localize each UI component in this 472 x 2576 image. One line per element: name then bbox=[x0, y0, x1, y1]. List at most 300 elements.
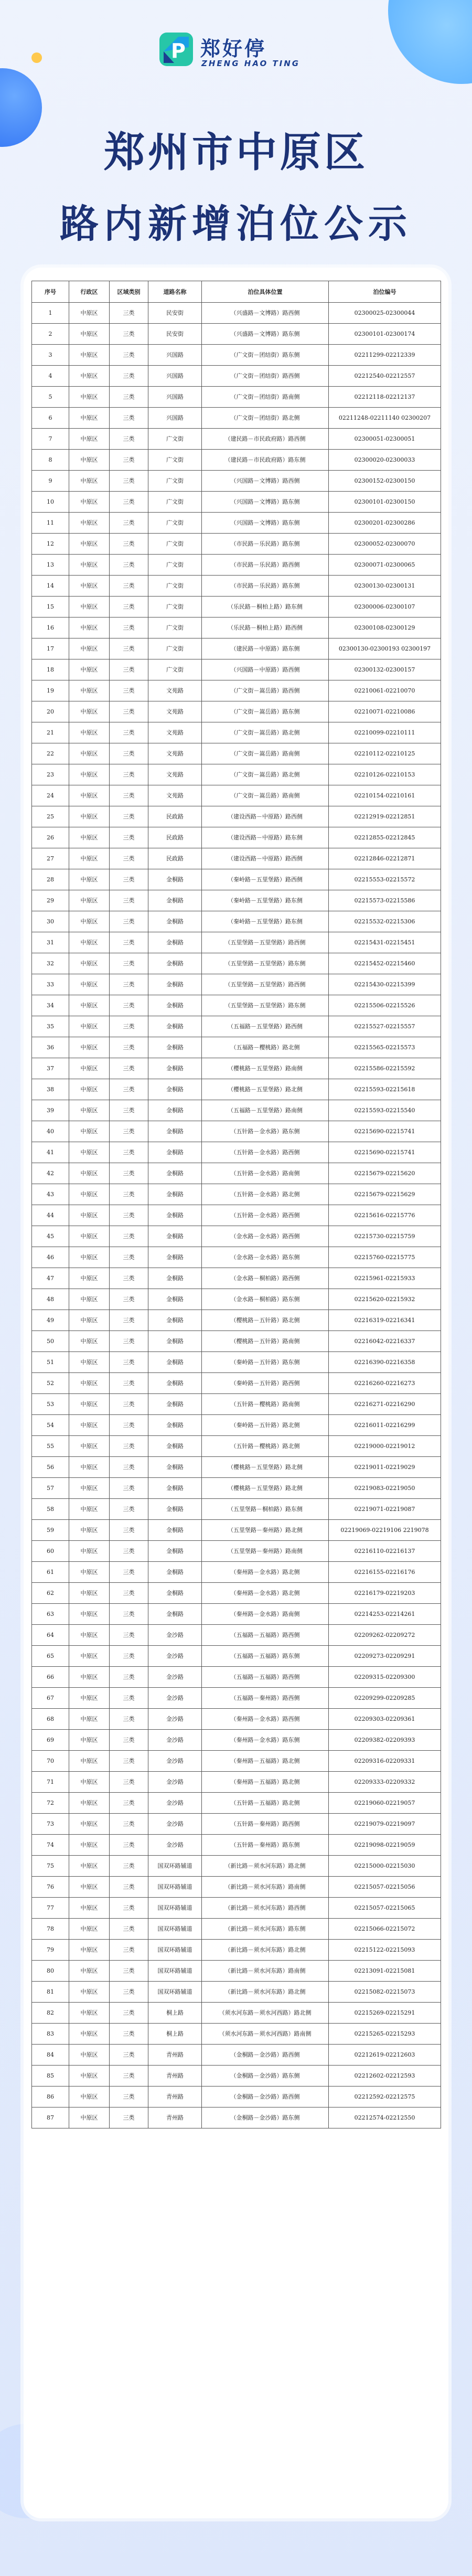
table-cell: 三类 bbox=[110, 2066, 148, 2087]
table-row bbox=[32, 764, 441, 785]
table-cell: 35 bbox=[32, 1016, 69, 1037]
table-cell: 中原区 bbox=[69, 911, 110, 932]
table-cell: （金水路－金水路）路东侧 bbox=[202, 1247, 329, 1268]
table-cell: （秦岭路－五针路）路西侧 bbox=[202, 1373, 329, 1394]
table-cell: 28 bbox=[32, 869, 69, 890]
table-cell: 6 bbox=[32, 408, 69, 429]
table-cell: 02209299-02209285 bbox=[329, 1688, 441, 1709]
table-cell: （五针路－樱桃路）路北侧 bbox=[202, 1436, 329, 1457]
table-cell: （五针路－秦州路）路西侧 bbox=[202, 1814, 329, 1835]
table-cell: （兴盛路－文博路）路西侧 bbox=[202, 303, 329, 324]
table-cell: 中原区 bbox=[69, 1016, 110, 1037]
table-cell: 02215730-02215759 bbox=[329, 1226, 441, 1247]
table-cell: 金沙路 bbox=[148, 1793, 202, 1814]
table-cell: 三类 bbox=[110, 303, 148, 324]
table-cell: （五福路－樱桃路）路北侧 bbox=[202, 1037, 329, 1058]
table-cell: 三类 bbox=[110, 1856, 148, 1877]
table-cell: 三类 bbox=[110, 806, 148, 827]
table-cell: 中原区 bbox=[69, 1898, 110, 1919]
table-cell: 三类 bbox=[110, 2024, 148, 2045]
table-cell: 中原区 bbox=[69, 932, 110, 953]
table-cell: 三类 bbox=[110, 1163, 148, 1184]
table-cell: 中原区 bbox=[69, 1688, 110, 1709]
table-cell: 文苑路 bbox=[148, 785, 202, 806]
table-cell: 02216260-02216273 bbox=[329, 1373, 441, 1394]
table-row bbox=[32, 974, 441, 995]
table-row bbox=[32, 618, 441, 638]
table-cell: （五里堡路－五里堡路）路西侧 bbox=[202, 932, 329, 953]
table-row bbox=[32, 722, 441, 743]
table-cell: 02216110-02216137 bbox=[329, 1541, 441, 1562]
table-cell: 金桐路 bbox=[148, 1205, 202, 1226]
table-cell: 65 bbox=[32, 1646, 69, 1667]
table-cell: 40 bbox=[32, 1121, 69, 1142]
table-cell: 三类 bbox=[110, 1100, 148, 1121]
table-row bbox=[32, 2066, 441, 2087]
table-cell: 02210071-02210086 bbox=[329, 701, 441, 722]
table-cell: 金桐路 bbox=[148, 1583, 202, 1604]
table-cell: 中原区 bbox=[69, 785, 110, 806]
column-header: 道路名称 bbox=[148, 281, 202, 303]
table-cell: 68 bbox=[32, 1709, 69, 1730]
table-cell: 11 bbox=[32, 513, 69, 534]
table-cell: 桐上路 bbox=[148, 2024, 202, 2045]
table-row bbox=[32, 1562, 441, 1583]
table-cell: 民政路 bbox=[148, 806, 202, 827]
table-cell: 02212919-02212851 bbox=[329, 806, 441, 827]
table-cell: 中原区 bbox=[69, 1961, 110, 1982]
table-cell: （秦州路－五福路）路北侧 bbox=[202, 1751, 329, 1772]
table-cell: 中原区 bbox=[69, 995, 110, 1016]
table-cell: （樱桃路－五里堡路）路北侧 bbox=[202, 1079, 329, 1100]
table-cell: 三类 bbox=[110, 1625, 148, 1646]
table-cell: （广文街－团结街）路西侧 bbox=[202, 366, 329, 387]
table-cell: 02212846-02212871 bbox=[329, 848, 441, 869]
table-cell: 中原区 bbox=[69, 387, 110, 408]
table-cell: 广文街 bbox=[148, 576, 202, 597]
table-cell: 三类 bbox=[110, 1394, 148, 1415]
table-cell: （广文街－嵩岳路）路北侧 bbox=[202, 764, 329, 785]
table-cell: 02300052-02300070 bbox=[329, 534, 441, 555]
table-cell: （新比路－须水河东路）路北侧 bbox=[202, 1982, 329, 2003]
table-cell: （兴国路－文博路）路东侧 bbox=[202, 513, 329, 534]
table-cell: 三类 bbox=[110, 534, 148, 555]
table-cell: 三类 bbox=[110, 1835, 148, 1856]
table-cell: 43 bbox=[32, 1184, 69, 1205]
table-cell: （五福路－秦州路）路西侧 bbox=[202, 1688, 329, 1709]
table-cell: 广文街 bbox=[148, 555, 202, 576]
table-cell: 50 bbox=[32, 1331, 69, 1352]
table-cell: （五里堡路－五里堡路）路东侧 bbox=[202, 953, 329, 974]
table-cell: 57 bbox=[32, 1478, 69, 1499]
table-cell: 金沙路 bbox=[148, 1814, 202, 1835]
table-row bbox=[32, 638, 441, 659]
table-cell: 02216390-02216358 bbox=[329, 1352, 441, 1373]
table-cell: 文苑路 bbox=[148, 743, 202, 764]
table-row bbox=[32, 743, 441, 764]
table-cell: 三类 bbox=[110, 1436, 148, 1457]
table-cell: 中原区 bbox=[69, 408, 110, 429]
table-cell: 民政路 bbox=[148, 827, 202, 848]
table-cell: 中原区 bbox=[69, 1268, 110, 1289]
table-cell: 02215122-02215093 bbox=[329, 1940, 441, 1961]
table-cell: 33 bbox=[32, 974, 69, 995]
table-cell: 15 bbox=[32, 597, 69, 618]
table-cell: 三类 bbox=[110, 2045, 148, 2066]
table-cell: 中原区 bbox=[69, 1373, 110, 1394]
table-cell: 国双环路辅道 bbox=[148, 1961, 202, 1982]
table-cell: 02219071-02219087 bbox=[329, 1499, 441, 1520]
table-cell: 中原区 bbox=[69, 890, 110, 911]
table-cell: 三类 bbox=[110, 1520, 148, 1541]
table-cell: 4 bbox=[32, 366, 69, 387]
table-cell: 中原区 bbox=[69, 471, 110, 492]
table-cell: （金桐路－金沙路）路西侧 bbox=[202, 2087, 329, 2107]
table-cell: 金沙路 bbox=[148, 1688, 202, 1709]
table-cell: 02210154-02210161 bbox=[329, 785, 441, 806]
table-row bbox=[32, 1373, 441, 1394]
table-row bbox=[32, 932, 441, 953]
table-row bbox=[32, 1856, 441, 1877]
table-cell: 02209303-02209361 bbox=[329, 1709, 441, 1730]
table-cell: 三类 bbox=[110, 1940, 148, 1961]
table-cell: 三类 bbox=[110, 450, 148, 471]
table-cell: （樱桃路－五里堡路）路北侧 bbox=[202, 1457, 329, 1478]
table-cell: 国双环路辅道 bbox=[148, 1982, 202, 2003]
table-cell: （樱桃路－五针路）路南侧 bbox=[202, 1331, 329, 1352]
table-cell: 中原区 bbox=[69, 869, 110, 890]
table-cell: 61 bbox=[32, 1562, 69, 1583]
table-cell: （五针路－金水路）路西侧 bbox=[202, 1205, 329, 1226]
table-cell: 8 bbox=[32, 450, 69, 471]
table-row bbox=[32, 1226, 441, 1247]
table-cell: （新比路－须水河东路）路南侧 bbox=[202, 1877, 329, 1898]
table-cell: （秦岭路－五里堡路）路西侧 bbox=[202, 869, 329, 890]
table-cell: 三类 bbox=[110, 1898, 148, 1919]
table-cell: 金沙路 bbox=[148, 1772, 202, 1793]
table-cell: 金桐路 bbox=[148, 1142, 202, 1163]
table-row bbox=[32, 1982, 441, 2003]
table-cell: 中原区 bbox=[69, 534, 110, 555]
table-cell: 国双环路辅道 bbox=[148, 1919, 202, 1940]
table-cell: 中原区 bbox=[69, 1499, 110, 1520]
table-row bbox=[32, 429, 441, 450]
table-cell: 02300101-02300150 bbox=[329, 492, 441, 513]
table-row bbox=[32, 1142, 441, 1163]
table-cell: 国双环路辅道 bbox=[148, 1898, 202, 1919]
table-cell: 三类 bbox=[110, 1982, 148, 2003]
table-cell: 三类 bbox=[110, 1205, 148, 1226]
table-cell: 三类 bbox=[110, 1772, 148, 1793]
table-cell: 02219083-02219050 bbox=[329, 1478, 441, 1499]
table-cell: 02215679-02215620 bbox=[329, 1163, 441, 1184]
table-cell: 广文街 bbox=[148, 638, 202, 659]
table-cell: 金桐路 bbox=[148, 953, 202, 974]
table-cell: 中原区 bbox=[69, 1772, 110, 1793]
table-cell: （秦州路－金水路）路北侧 bbox=[202, 1583, 329, 1604]
table-cell: 三类 bbox=[110, 1730, 148, 1751]
parking-logo-icon bbox=[157, 30, 195, 68]
table-row bbox=[32, 1688, 441, 1709]
table-cell: 39 bbox=[32, 1100, 69, 1121]
table-cell: 中原区 bbox=[69, 1121, 110, 1142]
table-row bbox=[32, 806, 441, 827]
table-cell: 中原区 bbox=[69, 1604, 110, 1625]
table-cell: 17 bbox=[32, 638, 69, 659]
table-cell: （五里堡路－秦州路）路北侧 bbox=[202, 1520, 329, 1541]
table-cell: 民安街 bbox=[148, 303, 202, 324]
table-cell: 69 bbox=[32, 1730, 69, 1751]
table-row bbox=[32, 1772, 441, 1793]
table-cell: 三类 bbox=[110, 638, 148, 659]
table-row bbox=[32, 1289, 441, 1310]
table-cell: 三类 bbox=[110, 1079, 148, 1100]
table-cell: 02210061-02210070 bbox=[329, 680, 441, 701]
table-row bbox=[32, 345, 441, 366]
table-cell: 72 bbox=[32, 1793, 69, 1814]
table-cell: 34 bbox=[32, 995, 69, 1016]
table-cell: 中原区 bbox=[69, 1436, 110, 1457]
table-cell: 三类 bbox=[110, 1919, 148, 1940]
table-cell: （市民路－乐民路）路东侧 bbox=[202, 534, 329, 555]
table-cell: 02219098-02219059 bbox=[329, 1835, 441, 1856]
table-cell: 02215431-02215451 bbox=[329, 932, 441, 953]
table-cell: 02210099-02210111 bbox=[329, 722, 441, 743]
table-cell: 77 bbox=[32, 1898, 69, 1919]
table-cell: 中原区 bbox=[69, 1226, 110, 1247]
table-row bbox=[32, 1247, 441, 1268]
table-cell: 三类 bbox=[110, 1667, 148, 1688]
table-cell: 32 bbox=[32, 953, 69, 974]
table-cell: 三类 bbox=[110, 1310, 148, 1331]
table-cell: 三类 bbox=[110, 1793, 148, 1814]
table-cell: 金桐路 bbox=[148, 1289, 202, 1310]
table-row bbox=[32, 1583, 441, 1604]
table-cell: 广文街 bbox=[148, 534, 202, 555]
table-cell: 55 bbox=[32, 1436, 69, 1457]
table-row bbox=[32, 1667, 441, 1688]
table-cell: 金桐路 bbox=[148, 932, 202, 953]
table-cell: 中原区 bbox=[69, 1709, 110, 1730]
table-row bbox=[32, 387, 441, 408]
table-cell: 三类 bbox=[110, 911, 148, 932]
table-cell: 02211299-02212339 bbox=[329, 345, 441, 366]
table-cell: 中原区 bbox=[69, 722, 110, 743]
table-cell: 中原区 bbox=[69, 555, 110, 576]
table-cell: 三类 bbox=[110, 1415, 148, 1436]
table-cell: 三类 bbox=[110, 1751, 148, 1772]
table-cell: 02300025-02300044 bbox=[329, 303, 441, 324]
table-cell: 41 bbox=[32, 1142, 69, 1163]
table-cell: 三类 bbox=[110, 2107, 148, 2128]
table-cell: 02210112-02210125 bbox=[329, 743, 441, 764]
table-row bbox=[32, 680, 441, 701]
table-cell: 5 bbox=[32, 387, 69, 408]
table-cell: 三类 bbox=[110, 764, 148, 785]
table-cell: 02215690-02215741 bbox=[329, 1121, 441, 1142]
table-cell: 金桐路 bbox=[148, 1016, 202, 1037]
table-cell: 02212855-02212845 bbox=[329, 827, 441, 848]
table-cell: 青州路 bbox=[148, 2107, 202, 2128]
table-cell: 02216042-02216337 bbox=[329, 1331, 441, 1352]
table-cell: 中原区 bbox=[69, 1289, 110, 1310]
table-cell: 中原区 bbox=[69, 1205, 110, 1226]
table-row bbox=[32, 953, 441, 974]
table-cell: 三类 bbox=[110, 953, 148, 974]
table-cell: （五里堡路－五里堡路）路东侧 bbox=[202, 995, 329, 1016]
table-cell: 三类 bbox=[110, 366, 148, 387]
table-cell: 广文街 bbox=[148, 450, 202, 471]
table-cell: （建设西路－中原路）路西侧 bbox=[202, 848, 329, 869]
table-cell: （广文街－团结街）路南侧 bbox=[202, 387, 329, 408]
table-row bbox=[32, 1037, 441, 1058]
table-cell: 02219069-02219106 2219078 bbox=[329, 1520, 441, 1541]
table-row bbox=[32, 890, 441, 911]
table-cell: 三类 bbox=[110, 1562, 148, 1583]
table-cell: 三类 bbox=[110, 576, 148, 597]
table-cell: 中原区 bbox=[69, 1415, 110, 1436]
table-cell: 02215265-02215293 bbox=[329, 2024, 441, 2045]
table-cell: 中原区 bbox=[69, 974, 110, 995]
brand-name: 郑好停 bbox=[200, 37, 267, 60]
table-cell: 60 bbox=[32, 1541, 69, 1562]
table-cell: （秦州路－金水路）路东侧 bbox=[202, 1730, 329, 1751]
table-cell: 9 bbox=[32, 471, 69, 492]
table-row bbox=[32, 1016, 441, 1037]
table-cell: 三类 bbox=[110, 869, 148, 890]
table-cell: （五针路－金水路）路东侧 bbox=[202, 1121, 329, 1142]
table-cell: 02212574-02212550 bbox=[329, 2107, 441, 2128]
table-cell: 中原区 bbox=[69, 743, 110, 764]
column-header: 泊位具体位置 bbox=[202, 281, 329, 303]
table-cell: 三类 bbox=[110, 1058, 148, 1079]
table-row bbox=[32, 1730, 441, 1751]
table-cell: 金桐路 bbox=[148, 1415, 202, 1436]
table-cell: （广文街－嵩岳路）路西侧 bbox=[202, 680, 329, 701]
table-cell: 02214253-02214261 bbox=[329, 1604, 441, 1625]
column-header: 序号 bbox=[32, 281, 69, 303]
table-cell: 22 bbox=[32, 743, 69, 764]
table-cell: 三类 bbox=[110, 1688, 148, 1709]
table-cell: 76 bbox=[32, 1877, 69, 1898]
table-cell: 19 bbox=[32, 680, 69, 701]
table-cell: 中原区 bbox=[69, 1919, 110, 1940]
table-cell: 中原区 bbox=[69, 1877, 110, 1898]
table-cell: 中原区 bbox=[69, 1856, 110, 1877]
table-cell: 金沙路 bbox=[148, 1625, 202, 1646]
table-cell: 中原区 bbox=[69, 827, 110, 848]
table-cell: 中原区 bbox=[69, 1310, 110, 1331]
table-cell: 桐上路 bbox=[148, 2003, 202, 2024]
table-cell: 中原区 bbox=[69, 680, 110, 701]
table-cell: （广文街－团结街）路北侧 bbox=[202, 408, 329, 429]
table-cell: 三类 bbox=[110, 1331, 148, 1352]
table-cell: 67 bbox=[32, 1688, 69, 1709]
table-cell: 02300130-02300193 02300197 bbox=[329, 638, 441, 659]
table-cell: 中原区 bbox=[69, 1646, 110, 1667]
table-cell: 02209273-02209291 bbox=[329, 1646, 441, 1667]
table-cell: 02215430-02215399 bbox=[329, 974, 441, 995]
table-row bbox=[32, 366, 441, 387]
table-cell: 三类 bbox=[110, 513, 148, 534]
table-cell: 文苑路 bbox=[148, 722, 202, 743]
table-cell: 金桐路 bbox=[148, 1058, 202, 1079]
table-cell: （广文街－嵩岳路）路东侧 bbox=[202, 701, 329, 722]
table-cell: 广文街 bbox=[148, 659, 202, 680]
table-cell: （金桐路－金沙路）路东侧 bbox=[202, 2107, 329, 2128]
table-cell: 02209333-02209332 bbox=[329, 1772, 441, 1793]
table-cell: 02216319-02216341 bbox=[329, 1310, 441, 1331]
table-cell: 23 bbox=[32, 764, 69, 785]
table-cell: 84 bbox=[32, 2045, 69, 2066]
page-title: 郑州市中原区 bbox=[103, 129, 368, 176]
table-row bbox=[32, 659, 441, 680]
table-cell: 02211248-02211140 02300207 bbox=[329, 408, 441, 429]
table-cell: 金沙路 bbox=[148, 1646, 202, 1667]
table-cell: 金沙路 bbox=[148, 1709, 202, 1730]
table-cell: 中原区 bbox=[69, 1982, 110, 2003]
table-cell: 70 bbox=[32, 1751, 69, 1772]
table-cell: 金桐路 bbox=[148, 1037, 202, 1058]
column-header: 行政区 bbox=[69, 281, 110, 303]
table-cell: 文苑路 bbox=[148, 701, 202, 722]
table-row bbox=[32, 1478, 441, 1499]
table-cell: 02215586-02215592 bbox=[329, 1058, 441, 1079]
table-cell: （五里堡路－五里堡路）路西侧 bbox=[202, 974, 329, 995]
table-cell: （建民路－中原路）路东侧 bbox=[202, 638, 329, 659]
table-cell: 02209262-02209272 bbox=[329, 1625, 441, 1646]
table-row bbox=[32, 1898, 441, 1919]
table-cell: 16 bbox=[32, 618, 69, 638]
table-cell: 三类 bbox=[110, 324, 148, 345]
table-cell: 青州路 bbox=[148, 2066, 202, 2087]
table-cell: 三类 bbox=[110, 974, 148, 995]
table-row bbox=[32, 513, 441, 534]
table-cell: 87 bbox=[32, 2107, 69, 2128]
table-cell: 中原区 bbox=[69, 1835, 110, 1856]
table-cell: 三类 bbox=[110, 1877, 148, 1898]
table-row bbox=[32, 1352, 441, 1373]
table-cell: 金桐路 bbox=[148, 1310, 202, 1331]
table-cell: 中原区 bbox=[69, 1478, 110, 1499]
table-row bbox=[32, 1751, 441, 1772]
table-cell: 中原区 bbox=[69, 701, 110, 722]
table-cell: 30 bbox=[32, 911, 69, 932]
table-cell: 02300201-02300286 bbox=[329, 513, 441, 534]
table-row bbox=[32, 827, 441, 848]
table-cell: 中原区 bbox=[69, 1562, 110, 1583]
table-cell: 02212592-02212575 bbox=[329, 2087, 441, 2107]
table-cell: （秦州路－五福路）路北侧 bbox=[202, 1772, 329, 1793]
table-cell: 金沙路 bbox=[148, 1835, 202, 1856]
column-header: 区域类别 bbox=[110, 281, 148, 303]
decorative-dot bbox=[31, 52, 42, 63]
table-row bbox=[32, 303, 441, 324]
table-cell: （金水路－桐柏路）路西侧 bbox=[202, 1268, 329, 1289]
table-cell: 02215527-02215557 bbox=[329, 1016, 441, 1037]
table-cell: 三类 bbox=[110, 848, 148, 869]
table-cell: （兴国路－中原路）路西侧 bbox=[202, 659, 329, 680]
table-row bbox=[32, 2087, 441, 2107]
table-cell: 02300152-02300150 bbox=[329, 471, 441, 492]
table-cell: 兴国路 bbox=[148, 387, 202, 408]
table-cell: 金桐路 bbox=[148, 1352, 202, 1373]
table-row bbox=[32, 492, 441, 513]
table-cell: 三类 bbox=[110, 408, 148, 429]
table-cell: 02300132-02300157 bbox=[329, 659, 441, 680]
table-cell: 02212619-02212603 bbox=[329, 2045, 441, 2066]
parking-table bbox=[31, 281, 441, 2128]
